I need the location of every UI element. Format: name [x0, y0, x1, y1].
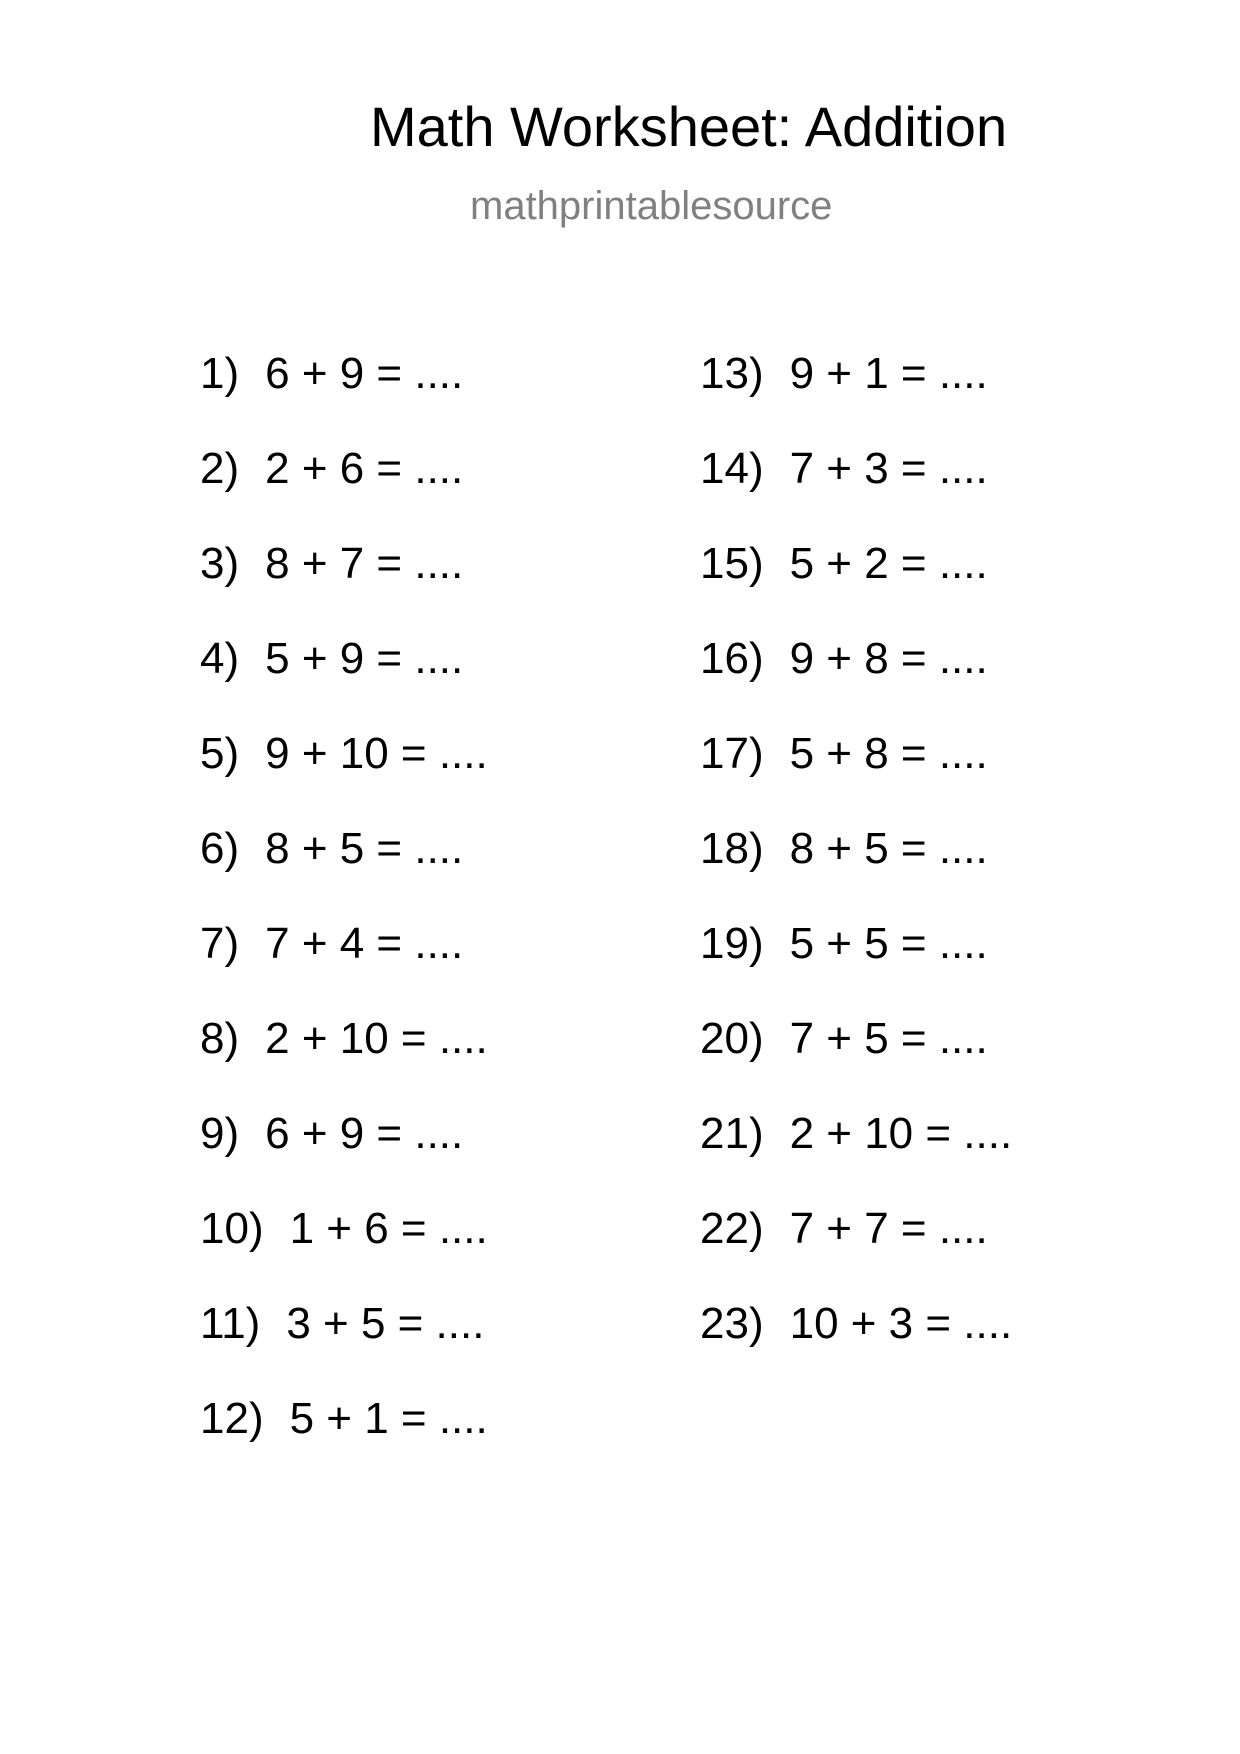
problem-expression: 5 + 2 = ....: [789, 539, 988, 588]
problem-expression: 6 + 9 = ....: [265, 349, 464, 398]
problem-expression: 9 + 8 = ....: [789, 634, 988, 683]
problem-number: 4): [200, 634, 240, 683]
problem-column-right: [700, 348, 1012, 1393]
problem-number: 17): [700, 729, 764, 778]
problem-expression: 8 + 7 = ....: [265, 539, 464, 588]
problem-item: [200, 1013, 488, 1108]
problem-number: 21): [700, 1109, 764, 1158]
problem-expression: 2 + 10 = ....: [789, 1109, 1013, 1158]
problem-expression: 5 + 9 = ....: [265, 634, 464, 683]
problem-expression: 5 + 1 = ....: [289, 1394, 488, 1443]
problem-number: 23): [700, 1299, 764, 1348]
problem-item: [700, 1013, 1012, 1108]
problem-number: 22): [700, 1204, 764, 1253]
problem-number: 11): [200, 1299, 261, 1348]
problem-item: [700, 1108, 1012, 1203]
problem-expression: 7 + 3 = ....: [789, 444, 988, 493]
problem-item: [700, 1203, 1012, 1298]
problem-item: [200, 823, 488, 918]
problem-item: [700, 1298, 1012, 1393]
problem-item: [200, 918, 488, 1013]
problem-expression: 3 + 5 = ....: [286, 1299, 485, 1348]
problem-expression: 2 + 10 = ....: [265, 1014, 488, 1063]
problem-number: 7): [200, 919, 240, 968]
problem-expression: 7 + 4 = ....: [265, 919, 464, 968]
problem-column-left: [200, 348, 488, 1488]
problem-item: [200, 1203, 488, 1298]
problem-expression: 7 + 5 = ....: [789, 1014, 988, 1063]
problem-expression: 5 + 5 = ....: [789, 919, 988, 968]
page-title: Math Worksheet: Addition: [370, 95, 1008, 158]
problem-expression: 10 + 3 = ....: [789, 1299, 1013, 1348]
problem-number: 10): [200, 1204, 264, 1253]
problem-number: 12): [200, 1394, 264, 1443]
problem-item: [200, 538, 488, 633]
problem-number: 15): [700, 539, 764, 588]
page-subtitle: mathprintablesource: [470, 184, 833, 228]
problem-number: 16): [700, 634, 764, 683]
problem-expression: 6 + 9 = ....: [265, 1109, 464, 1158]
problem-number: 18): [700, 824, 764, 873]
problem-expression: 9 + 10 = ....: [265, 729, 488, 778]
problem-number: 14): [700, 444, 764, 493]
problem-number: 9): [200, 1109, 240, 1158]
problem-item: [700, 918, 1012, 1013]
problem-number: 3): [200, 539, 240, 588]
problem-expression: 9 + 1 = ....: [789, 349, 988, 398]
problem-number: 8): [200, 1014, 240, 1063]
problem-number: 6): [200, 824, 240, 873]
problem-item: [200, 728, 488, 823]
problem-item: [700, 633, 1012, 728]
problem-item: [200, 1393, 488, 1488]
problem-expression: 5 + 8 = ....: [789, 729, 988, 778]
problem-expression: 1 + 6 = ....: [289, 1204, 488, 1253]
problem-number: 13): [700, 349, 764, 398]
problem-item: [200, 443, 488, 538]
problem-expression: 8 + 5 = ....: [789, 824, 988, 873]
problem-number: 2): [200, 444, 240, 493]
problem-item: [200, 348, 488, 443]
problem-item: [200, 1108, 488, 1203]
problem-item: [700, 823, 1012, 918]
problem-number: 19): [700, 919, 764, 968]
problem-expression: 7 + 7 = ....: [789, 1204, 988, 1253]
problem-item: [700, 538, 1012, 633]
problem-item: [200, 633, 488, 728]
problem-item: [700, 728, 1012, 823]
problem-expression: 8 + 5 = ....: [265, 824, 464, 873]
problem-item: [700, 348, 1012, 443]
problem-expression: 2 + 6 = ....: [265, 444, 464, 493]
problem-item: [700, 443, 1012, 538]
problem-number: 5): [200, 729, 240, 778]
problem-item: [200, 1298, 488, 1393]
problem-number: 1): [200, 349, 240, 398]
problem-number: 20): [700, 1014, 764, 1063]
